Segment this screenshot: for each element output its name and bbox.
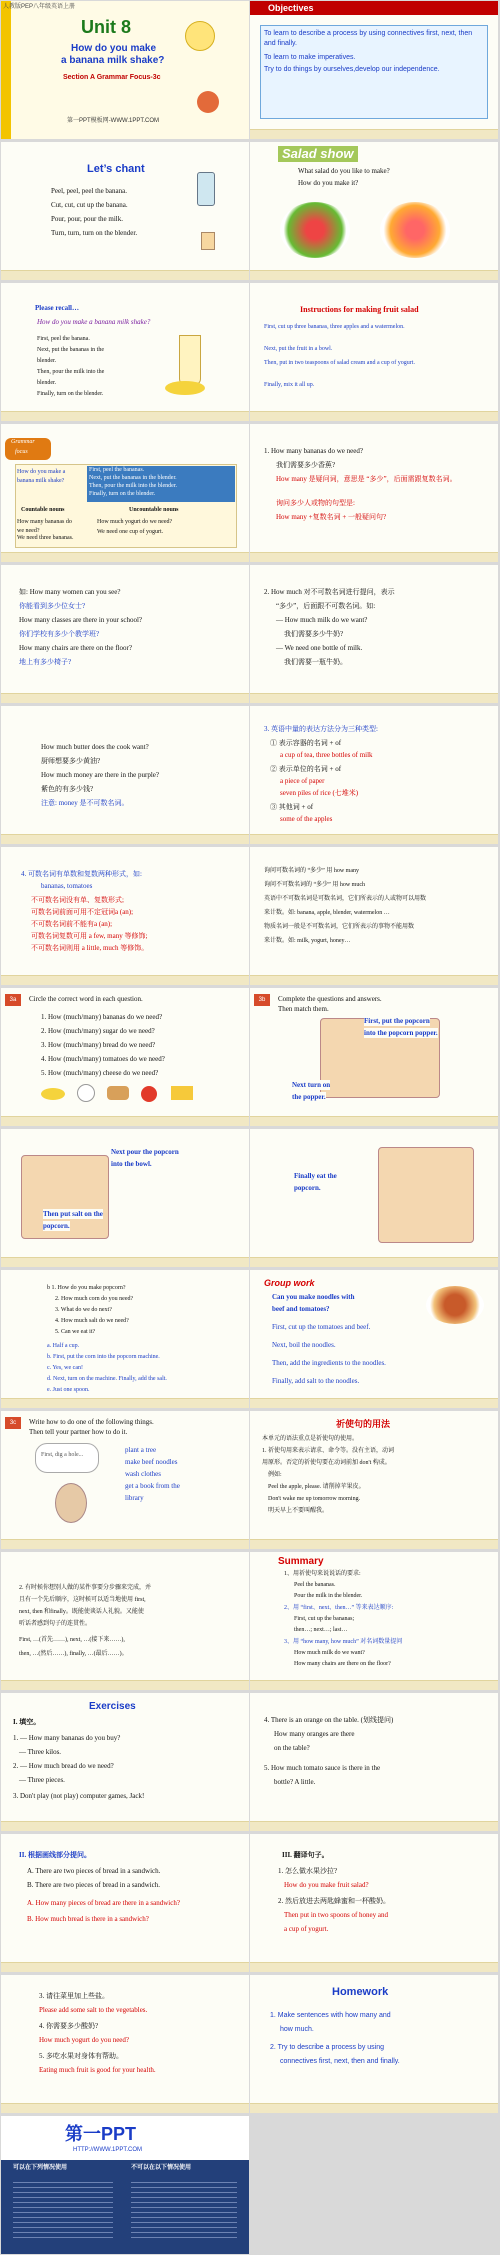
money-line-2: 紫色的有多少钱? bbox=[41, 785, 94, 793]
match-question-3: 3. What do we do next? bbox=[55, 1307, 112, 1313]
question-3a-3: 3. How (much/many) bread do we need? bbox=[41, 1041, 156, 1049]
how-many-line-2: 我们需要多少香蕉? bbox=[276, 461, 336, 469]
example-line-4: 你们学校有多少个教学班? bbox=[19, 630, 100, 638]
fruit-salad-step-3: Then, put in two teaspoons of salad cream and a cup of yogurt. bbox=[264, 360, 415, 366]
lesson-title-2: a banana milk shake? bbox=[61, 55, 165, 66]
caption-salt-2: popcorn. bbox=[43, 1222, 70, 1230]
slide-23-sequence-words bbox=[1, 1552, 249, 1690]
chant-line-2: Cut, cut, cut up the banana. bbox=[51, 201, 128, 209]
vegetable-salad-icon bbox=[280, 202, 350, 258]
caption-next-2: the popper. bbox=[292, 1093, 326, 1101]
slide-footer-band bbox=[250, 693, 498, 703]
exercise-ii-answer-b: B. How much bread is there in a sandwich? bbox=[27, 1915, 149, 1923]
imperative-line-7: 明天早上不要叫醒我。 bbox=[268, 1508, 329, 1514]
rule-line-5: 不可数名词前不能有a (an); bbox=[31, 920, 113, 928]
quantity-line-1: 3. 英语中量的表达方法分为三种类型: bbox=[264, 725, 378, 733]
recall-step-2: Next, put the bananas in the bbox=[37, 347, 104, 353]
objectives-heading: Objectives bbox=[268, 3, 314, 13]
caption-first-2: into the popcorn popper. bbox=[364, 1029, 438, 1037]
uncountable-example-a: We need one cup of yogurt. bbox=[97, 529, 164, 535]
promo-left-heading: 可以在下列情况使用 bbox=[13, 2165, 68, 2171]
slide-footer-band bbox=[250, 1680, 498, 1690]
label-3a: 3a bbox=[5, 994, 21, 1006]
lamp-icon bbox=[185, 21, 215, 51]
money-note: 注意: money 是不可数名词。 bbox=[41, 799, 129, 807]
imperative-line-1: 本单元的语法重点是祈使句的使用。 bbox=[262, 1436, 359, 1442]
caption-salt-1: Then put salt on the bbox=[43, 1210, 103, 1218]
sugar-icon bbox=[77, 1084, 95, 1102]
slide-footer-band bbox=[1, 1116, 249, 1126]
slide-14-noun-summary bbox=[250, 847, 498, 985]
homework-item-2-cont: connectives first, next, then and finally. bbox=[280, 2058, 400, 2065]
translation-3-answer: Please add some salt to the vegetables. bbox=[39, 2006, 148, 2014]
slide-4-salad-show bbox=[250, 142, 498, 280]
exercise-ii-b: B. There are two pieces of bread in a sandwich. bbox=[27, 1881, 161, 1889]
summary-line-2: Peel the bananas. bbox=[294, 1582, 336, 1588]
slide-19-matching bbox=[1, 1270, 249, 1408]
slide-27-exercise-ii bbox=[1, 1834, 249, 1972]
recall-text: Please recall… bbox=[35, 304, 79, 312]
objective-3: Try to do things by ourselves,develop our independence. bbox=[264, 66, 440, 73]
how-much-line-6: 我们需要一瓶牛奶。 bbox=[284, 658, 347, 666]
summary-line-8: How much milk do we want? bbox=[294, 1650, 365, 1656]
grammar-step-1: First, peel the bananas. bbox=[89, 467, 145, 473]
section-title: Section A Grammar Focus-3c bbox=[63, 74, 161, 81]
caption-pour-1: Next pour the popcorn bbox=[111, 1148, 179, 1156]
grammar-badge-line-1: Grammar bbox=[11, 439, 35, 445]
exercise-ii-answer-a: A. How many pieces of bread are there in a sandwich? bbox=[27, 1899, 180, 1907]
banana-icon bbox=[165, 381, 205, 395]
recall-step-4: Then, pour the milk into the bbox=[37, 369, 105, 375]
translation-2-question: 2. 然后放进去两匙蜂蜜和一杯酸奶。 bbox=[278, 1897, 390, 1905]
match-answer-b: b. First, put the corn into the popcorn machine. bbox=[47, 1354, 160, 1360]
match-answer-a: a. Half a cup. bbox=[47, 1343, 80, 1349]
countable-example-a: We need three bananas. bbox=[17, 535, 74, 541]
imperative-line-5: Peel the apple, please. 请削掉苹果皮。 bbox=[268, 1484, 365, 1490]
salad-question-1: What salad do you like to make? bbox=[298, 167, 390, 175]
slide-31-promo bbox=[1, 2116, 249, 2254]
noun-line-1: 询问可数名词的 “多少” 用 how many bbox=[264, 868, 359, 874]
slide-1-cover bbox=[1, 1, 249, 139]
promo-left-text bbox=[13, 2178, 113, 2238]
sequence-line-5: First, …(首先……), next, …(接下来……), bbox=[19, 1637, 125, 1643]
uncountable-heading: Uncountable nouns bbox=[129, 507, 179, 513]
slide-9-how-many-examples bbox=[1, 565, 249, 703]
banana-icon bbox=[41, 1088, 65, 1100]
recall-step-5: blender. bbox=[37, 380, 57, 386]
match-question-1: b 1. How do you make popcorn? bbox=[47, 1285, 126, 1291]
tomato-icon bbox=[141, 1086, 157, 1102]
quantity-line-6: seven piles of rice (七堆米) bbox=[280, 789, 359, 797]
exercise-5-question: 5. How much tomato sauce is there in the bbox=[264, 1764, 381, 1772]
slide-16-exercise-3b bbox=[250, 988, 498, 1126]
homework-item-1-cont: how much. bbox=[280, 2026, 314, 2033]
slide-12-quantity-expressions bbox=[250, 706, 498, 844]
promo-right-heading: 不可以在以下情况使用 bbox=[131, 2165, 192, 2171]
summary-line-4: 2、用 “first、next、then…” 等来表达顺序: bbox=[284, 1605, 394, 1611]
fruit-salad-title: Instructions for making fruit salad bbox=[300, 305, 419, 314]
cup-icon bbox=[201, 232, 215, 250]
salad-show-title: Salad show bbox=[278, 146, 358, 162]
match-question-2: 2. How much corn do you need? bbox=[55, 1296, 134, 1302]
exercise-item-1-answer: — Three kilos. bbox=[19, 1748, 62, 1756]
slide-3-chant bbox=[1, 142, 249, 280]
milkshake-icon bbox=[179, 335, 201, 385]
match-answer-e: e. Just one spoon. bbox=[47, 1387, 90, 1393]
quantity-line-7: ③ 其他词 + of bbox=[270, 803, 314, 811]
cup-icon bbox=[197, 91, 219, 113]
summary-title: Summary bbox=[278, 1556, 324, 1567]
example-line-3: How many classes are there in your school? bbox=[19, 616, 143, 624]
quantity-line-5: a piece of paper bbox=[280, 777, 325, 785]
grammar-step-3: Then, pour the milk into the blender. bbox=[89, 483, 177, 489]
question-3a-4: 4. How (much/many) tomatoes do we need? bbox=[41, 1055, 165, 1063]
group-step-3: Then, add the ingredients to the noodles. bbox=[272, 1359, 386, 1367]
rule-line-2: bananas, tomatoes bbox=[41, 882, 93, 890]
slide-footer-band bbox=[1, 834, 249, 844]
sequence-line-4: 听话者感到句子的连贯性。 bbox=[19, 1621, 92, 1627]
exercise-4-answer-1: How many oranges are there bbox=[274, 1730, 355, 1738]
exercises-title: Exercises bbox=[89, 1701, 136, 1712]
chant-title: Let’s chant bbox=[87, 163, 145, 175]
translation-3-question: 3. 请往菜里加上些盐。 bbox=[39, 1992, 109, 2000]
translation-2-answer-cont: a cup of yogurt. bbox=[284, 1925, 329, 1933]
slide-20-group-work bbox=[250, 1270, 498, 1408]
recall-step-3: blender. bbox=[37, 358, 57, 364]
homework-item-1: 1. Make sentences with how many and bbox=[270, 2012, 391, 2019]
promo-right-text bbox=[131, 2178, 237, 2238]
instruction-3b-2: Then match them. bbox=[278, 1005, 329, 1013]
match-answer-d: d. Next, turn on the machine. Finally, add the salt. bbox=[47, 1376, 167, 1382]
slide-8-how-many bbox=[250, 424, 498, 562]
noun-line-5: 物质名词一般是不可数名词，它们所表示的事物不能用数 bbox=[264, 924, 415, 930]
promo-logo: 第一PPT bbox=[65, 2124, 137, 2144]
how-many-line-3: How many 是疑问词，意思是 “多少”，后面需跟复数名词。 bbox=[276, 475, 457, 483]
rule-line-4: 可数名词前面可用不定冠词a (an); bbox=[31, 908, 134, 916]
unit-title: Unit 8 bbox=[81, 17, 132, 37]
match-question-5: 5. Can we eat it? bbox=[55, 1329, 96, 1335]
exercise-5-question-cont: bottle? A little. bbox=[274, 1778, 316, 1786]
summary-line-7: 3、用 “how many, how much” 对名词数量提问 bbox=[284, 1639, 403, 1645]
exercise-ii-heading: II. 根据画线部分提问。 bbox=[19, 1851, 91, 1859]
imperative-line-6: Don't wake me up tomorrow morning. bbox=[268, 1496, 361, 1502]
grammar-step-4: Finally, turn on the blender. bbox=[89, 491, 156, 497]
slide-footer-band bbox=[1, 1821, 249, 1831]
slide-10-how-much bbox=[250, 565, 498, 703]
slide-17-popcorn-next bbox=[1, 1129, 249, 1267]
slide-footer-band bbox=[1, 1962, 249, 1972]
slide-6-fruit-salad bbox=[250, 283, 498, 421]
translation-1-answer: How do you make fruit salad? bbox=[284, 1881, 369, 1889]
how-much-line-5: — We need one bottle of milk. bbox=[276, 644, 363, 652]
slide-footer-band bbox=[1, 270, 249, 280]
slide-footer-band bbox=[1, 411, 249, 421]
slide-13-countable-rules bbox=[1, 847, 249, 985]
group-question-2: beef and tomatoes? bbox=[272, 1305, 330, 1313]
question-3a-1: 1. How (much/many) bananas do we need? bbox=[41, 1013, 163, 1021]
promo-url: HTTP://WWW.1PPT.COM bbox=[73, 2147, 142, 2153]
countable-heading: Countable nouns bbox=[21, 507, 65, 513]
slide-footer-band bbox=[250, 129, 498, 139]
cover-left-stripe bbox=[1, 1, 11, 139]
slide-26-exercises-cont bbox=[250, 1693, 498, 1831]
caption-finally-2: popcorn. bbox=[294, 1184, 321, 1192]
imperative-title: 祈使句的用法 bbox=[336, 1419, 391, 1429]
translation-1-question: 1. 怎么做水果沙拉? bbox=[278, 1867, 338, 1875]
slide-footer-band bbox=[1, 552, 249, 562]
slide-footer-band bbox=[250, 834, 498, 844]
exercise-ii-a: A. There are two pieces of bread in a sandwich. bbox=[27, 1867, 161, 1875]
cheese-icon bbox=[171, 1086, 193, 1100]
sequence-line-1: 2. 有时候你想别人做的某件事要分步骤来完成，并 bbox=[19, 1585, 152, 1591]
grammar-question: How do you make a banana milk shake? bbox=[17, 469, 66, 484]
summary-line-3: Pour the milk in the blender. bbox=[294, 1593, 363, 1599]
how-many-line-1: 1. How many bananas do we need? bbox=[264, 447, 363, 455]
how-many-line-5: How many +复数名词 + 一般疑问句? bbox=[276, 513, 387, 521]
fruit-salad-step-1: First, cut up three bananas, three apples and a watermelon. bbox=[264, 324, 405, 330]
slide-footer-band bbox=[1, 693, 249, 703]
exercise-iii-heading: III. 翻译句子。 bbox=[282, 1851, 329, 1859]
how-many-line-4: 询问多少人或物的句型是: bbox=[276, 499, 355, 507]
instruction-3c-2: Then tell your partner how to do it. bbox=[29, 1428, 128, 1436]
slide-25-exercises bbox=[1, 1693, 249, 1831]
match-question-4: 4. How much salt do we need? bbox=[55, 1318, 129, 1324]
rule-line-6: 可数名词复数可用 a few, many 等修饰; bbox=[31, 932, 148, 940]
grammar-step-2: Next, put the bananas in the blender. bbox=[89, 475, 177, 481]
summary-line-1: 1、用祈使句来说说话的要求: bbox=[284, 1571, 361, 1577]
exercise-item-2: 2. — How much bread do we need? bbox=[13, 1762, 114, 1770]
instruction-3a: Circle the correct word in each question. bbox=[29, 995, 143, 1003]
salad-question-2: How do you make it? bbox=[298, 179, 359, 187]
translation-4-answer: How much yogurt do you need? bbox=[39, 2036, 130, 2044]
noun-line-4: 来计数。如: banana, apple, blender, watermelon … bbox=[264, 910, 390, 916]
bread-icon bbox=[107, 1086, 129, 1100]
instruction-3c-1: Write how to do one of the following things. bbox=[29, 1418, 154, 1426]
caption-pour-2: into the bowl. bbox=[111, 1160, 152, 1168]
homework-item-2: 2. Try to describe a process by using bbox=[270, 2044, 384, 2051]
noodles-icon bbox=[426, 1286, 484, 1324]
task-2: make beef noodles bbox=[125, 1458, 178, 1466]
question-3a-5: 5. How (much/many) cheese do we need? bbox=[41, 1069, 159, 1077]
exercises-heading: I. 填空。 bbox=[13, 1718, 41, 1726]
noun-line-6: 来计数。如: milk, yogurt, honey… bbox=[264, 938, 351, 944]
popcorn-eating-cartoon bbox=[378, 1147, 474, 1243]
rule-line-7: 不可数名词则用 a little, much 等修饰。 bbox=[31, 944, 149, 952]
slide-15-exercise-3a bbox=[1, 988, 249, 1126]
translation-2-answer: Then put in two spoons of honey and bbox=[284, 1911, 389, 1919]
how-much-line-1: 2. How much 对不可数名词进行提问，表示 bbox=[264, 588, 395, 596]
caption-next-1: Next turn on bbox=[292, 1081, 331, 1089]
slide-7-grammar-focus bbox=[1, 424, 249, 562]
chant-line-1: Peel, peel, peel the banana. bbox=[51, 187, 127, 195]
objective-1: To learn to describe a process by using connectives first, next, then and finally. bbox=[264, 30, 473, 47]
question-3a-2: 2. How (much/many) sugar do we need? bbox=[41, 1027, 155, 1035]
example-line-2: 你能看到多少位女士? bbox=[19, 602, 86, 610]
quantity-line-2: ① 表示容器的名词 + of bbox=[270, 739, 342, 747]
slide-footer-band bbox=[250, 1962, 498, 1972]
slide-2-objectives bbox=[250, 1, 498, 139]
example-line-6: 地上有多少椅子? bbox=[19, 658, 72, 666]
objective-2: To learn to make imperatives. bbox=[264, 54, 356, 61]
how-much-line-2: “多少”，后面跟不可数名词。如: bbox=[276, 602, 376, 610]
task-4-cont: library bbox=[125, 1494, 144, 1502]
group-step-1: First, cut up the tomatoes and beef. bbox=[272, 1323, 371, 1331]
slide-footer-band bbox=[250, 2103, 498, 2113]
exercise-item-2-answer: — Three pieces. bbox=[19, 1776, 65, 1784]
recall-question: How do you make a banana milk shake? bbox=[37, 318, 151, 326]
fruit-salad-icon bbox=[380, 202, 450, 258]
slide-footer-band bbox=[1, 1539, 249, 1549]
noun-line-2: 询问不可数名词的 “多少” 用 how much bbox=[264, 882, 365, 888]
person-icon bbox=[55, 1483, 87, 1523]
slide-22-imperatives bbox=[250, 1411, 498, 1549]
summary-line-9: How many chairs are there on the floor? bbox=[294, 1661, 391, 1667]
translation-4-question: 4. 你需要多少酸奶? bbox=[39, 2022, 99, 2030]
slide-footer-band bbox=[250, 975, 498, 985]
sequence-line-2: 且有一个先后顺序，这时候可以适当地使用 first, bbox=[19, 1597, 146, 1603]
slide-24-summary bbox=[250, 1552, 498, 1690]
chant-line-4: Turn, turn, turn on the blender. bbox=[51, 229, 138, 237]
how-much-line-4: 我们需要多少牛奶? bbox=[284, 630, 344, 638]
translation-5-answer: Eating much fruit is good for your health. bbox=[39, 2066, 156, 2074]
imperative-line-2: 1. 祈使句用来表示请求、命令等。没有主语，动词 bbox=[262, 1448, 395, 1454]
group-step-4: Finally, add salt to the noodles. bbox=[272, 1377, 360, 1385]
summary-line-6: then…; next…; last… bbox=[294, 1627, 348, 1633]
slide-footer-band bbox=[250, 411, 498, 421]
slide-footer-band bbox=[250, 1821, 498, 1831]
group-step-2: Next, boil the noodles. bbox=[272, 1341, 336, 1349]
edition-badge: 人教版PEP八年级英语上册 bbox=[3, 4, 76, 10]
sequence-line-3: next, then 和finally。既能使谈话人礼貌。又能使 bbox=[19, 1609, 144, 1615]
countable-example-q: How many bananas do we need? bbox=[17, 519, 72, 534]
quantity-line-8: some of the apples bbox=[280, 815, 333, 823]
exercise-4-question: 4. There is an orange on the table. (划线提问) bbox=[264, 1716, 394, 1724]
translation-5-question: 5. 多吃水果对身体有帮助。 bbox=[39, 2052, 123, 2060]
group-question-1: Can you make noodles with bbox=[272, 1293, 355, 1301]
exercise-4-answer-2: on the table? bbox=[274, 1744, 310, 1752]
fruit-salad-step-4: Finally, mix it all up. bbox=[264, 382, 315, 388]
slide-footer-band bbox=[1, 1257, 249, 1267]
slide-footer-band bbox=[1, 975, 249, 985]
slide-footer-band bbox=[250, 270, 498, 280]
grammar-badge-line-2: focus bbox=[15, 449, 28, 455]
slide-28-exercise-iii bbox=[250, 1834, 498, 1972]
butter-line-1: How much butter does the cook want? bbox=[41, 743, 149, 751]
how-much-line-3: — How much milk do we want? bbox=[276, 616, 368, 624]
exercise-item-1: 1. — How many bananas do you buy? bbox=[13, 1734, 121, 1742]
noun-line-3: 英语中不可数名词是可数名词，它们所表示的人或物可以用数 bbox=[264, 896, 427, 902]
slide-5-recall bbox=[1, 283, 249, 421]
site-text: 第一PPT模板网-WWW.1PPT.COM bbox=[67, 118, 159, 124]
instruction-3b-1: Complete the questions and answers. bbox=[278, 995, 382, 1003]
chant-line-3: Pour, pour, pour the milk. bbox=[51, 215, 123, 223]
task-4: get a book from the bbox=[125, 1482, 180, 1490]
slide-footer-band bbox=[250, 552, 498, 562]
label-3c: 3c bbox=[5, 1417, 21, 1429]
homework-title: Homework bbox=[332, 1986, 389, 1998]
slide-footer-band bbox=[250, 1539, 498, 1549]
recall-step-6: Finally, turn on the blender. bbox=[37, 391, 104, 397]
slide-footer-band bbox=[250, 1116, 498, 1126]
caption-first-1: First, put the popcorn bbox=[364, 1017, 430, 1025]
label-3b: 3b bbox=[254, 994, 270, 1006]
slide-18-popcorn-finally bbox=[250, 1129, 498, 1267]
recall-step-1: First, peel the banana. bbox=[37, 336, 90, 342]
fruit-salad-step-2: Next, put the fruit in a bowl. bbox=[264, 346, 333, 352]
slide-footer-band bbox=[250, 1257, 498, 1267]
slide-footer-band bbox=[1, 2103, 249, 2113]
slide-footer-band bbox=[1, 1398, 249, 1408]
task-3: wash clothes bbox=[125, 1470, 161, 1478]
imperative-line-4: 例如: bbox=[268, 1472, 282, 1478]
slide-footer-band bbox=[1, 1680, 249, 1690]
uncountable-example-q: How much yogurt do we need? bbox=[97, 519, 173, 525]
quantity-line-4: ② 表示单位的名词 + of bbox=[270, 765, 342, 773]
sequence-line-6: then, …(然后……), finally, …(最后……)。 bbox=[19, 1651, 128, 1657]
group-work-title: Group work bbox=[264, 1278, 315, 1288]
slide-11-how-much-examples bbox=[1, 706, 249, 844]
speech-bubble-text: First, dig a hole... bbox=[41, 1452, 84, 1458]
money-line-1: How much money are there in the purple? bbox=[41, 771, 159, 779]
butter-line-2: 厨师想要多少黄油? bbox=[41, 757, 101, 765]
lesson-title-1: How do you make bbox=[71, 43, 157, 54]
task-1: plant a tree bbox=[125, 1446, 157, 1454]
slide-30-homework bbox=[250, 1975, 498, 2113]
match-answer-c: c. Yes, we can! bbox=[47, 1365, 83, 1371]
quantity-line-3: a cup of tea, three bottles of milk bbox=[280, 751, 373, 759]
rule-line-1: 4. 可数名词有单数和复数两种形式，如: bbox=[21, 870, 142, 878]
slide-footer-band bbox=[250, 1398, 498, 1408]
summary-line-5: First, cut up the bananas; bbox=[294, 1616, 355, 1622]
exercise-item-3: 3. Don't play (not play) computer games, Jack! bbox=[13, 1792, 145, 1800]
blender-icon bbox=[197, 172, 215, 206]
caption-finally-1: Finally eat the bbox=[294, 1172, 337, 1180]
slide-29-exercise-iii-cont bbox=[1, 1975, 249, 2113]
example-line-1: 如: How many women can you see? bbox=[19, 588, 121, 596]
imperative-line-3: 用原形。否定的祈使句要在动词前加 don't 构成。 bbox=[262, 1460, 391, 1466]
rule-line-3: 不可数名词没有单、复数形式; bbox=[31, 896, 124, 904]
slide-21-exercise-3c bbox=[1, 1411, 249, 1549]
example-line-5: How many chairs are there on the floor? bbox=[19, 644, 132, 652]
